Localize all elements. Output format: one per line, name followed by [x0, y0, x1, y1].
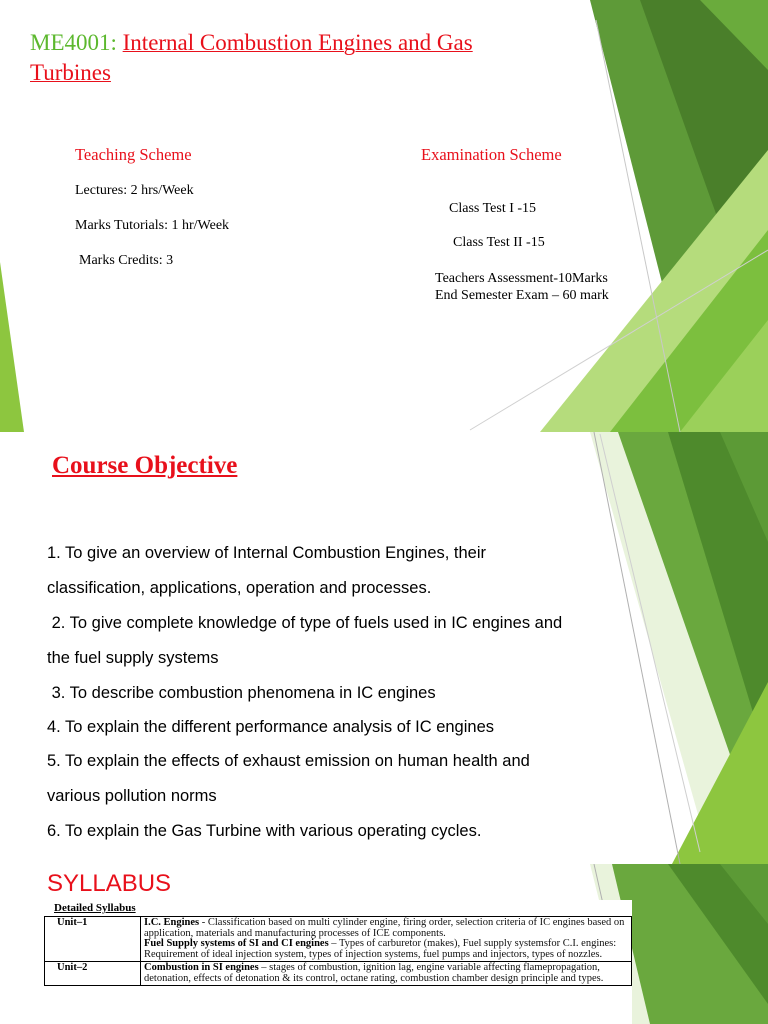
course-title-line2: Turbines	[30, 60, 111, 85]
course-title	[30, 28, 473, 88]
syllabus-table	[44, 916, 632, 986]
exam-scheme-heading: Examination Scheme	[421, 145, 562, 164]
tutorials-text: Marks Tutorials: 1 hr/Week	[75, 218, 230, 233]
slide-course-objective	[0, 432, 768, 864]
objective-line-3: 2. To give complete knowledge of type of fuels used in IC engines and	[47, 614, 563, 632]
objective-line-4: the fuel supply systems	[47, 649, 219, 667]
topic-title: Fuel Supply systems of SI and CI engines	[144, 938, 329, 949]
teaching-scheme-heading: Teaching Scheme	[75, 145, 192, 164]
class-test-2: Class Test II -15	[453, 235, 545, 250]
objective-line-8: various pollution norms	[47, 787, 217, 805]
topic-title: I.C. Engines	[144, 917, 200, 928]
lectures-text: Lectures: 2 hrs/Week	[75, 183, 194, 198]
unit-description	[141, 917, 632, 962]
objective-line-1: 1. To give an overview of Internal Combustion Engines, their	[47, 544, 487, 562]
credits-text: Marks Credits: 3	[79, 253, 174, 268]
objective-line-9: 6. To explain the Gas Turbine with various operating cycles.	[47, 822, 482, 840]
course-code: ME4001:	[30, 30, 117, 55]
topic-text: – stages of combustion, ignition lag, engine variable affecting flamepropagation, detonation, effects of detonation & its control, octane rating, combustion chamber design principle and types.	[144, 962, 604, 984]
end-semester-exam: End Semester Exam – 60 mark	[435, 288, 609, 303]
course-objective-title: Course Objective	[52, 452, 238, 479]
table-row	[45, 917, 632, 962]
teachers-assessment: Teachers Assessment-10Marks	[435, 271, 608, 286]
objective-line-7: 5. To explain the effects of exhaust emission on human health and	[47, 752, 530, 770]
class-test-1: Class Test I -15	[449, 201, 537, 216]
unit-description	[141, 962, 632, 986]
topic-text: - Classification based on multi cylinder engine, firing order, selection criteria of IC engines based on application, materials and manufacturing processes of ICE components.	[144, 917, 625, 939]
unit-cell: Unit–1	[45, 917, 141, 962]
syllabus-title: SYLLABUS	[47, 870, 172, 897]
topic-text: – Types of carburetor (makes), Fuel supply systemsfor C.I. engines: Requirement of ideal injection system, types of injection systems, fuel pumps and injectors, types of nozzles.	[144, 938, 617, 960]
objective-line-2: classification, applications, operation and processes.	[47, 579, 432, 597]
syllabus-caption: Detailed Syllabus	[54, 902, 136, 914]
course-title-line1: Internal Combustion Engines and Gas	[122, 30, 473, 55]
topic-title: Combustion in SI engines	[144, 962, 259, 973]
slide-syllabus	[0, 864, 768, 1024]
objective-line-5: 3. To describe combustion phenomena in IC engines	[47, 684, 436, 702]
slide-scheme	[0, 0, 768, 432]
table-row	[45, 962, 632, 986]
unit-cell: Unit–2	[45, 962, 141, 986]
objective-line-6: 4. To explain the different performance analysis of IC engines	[47, 718, 494, 736]
